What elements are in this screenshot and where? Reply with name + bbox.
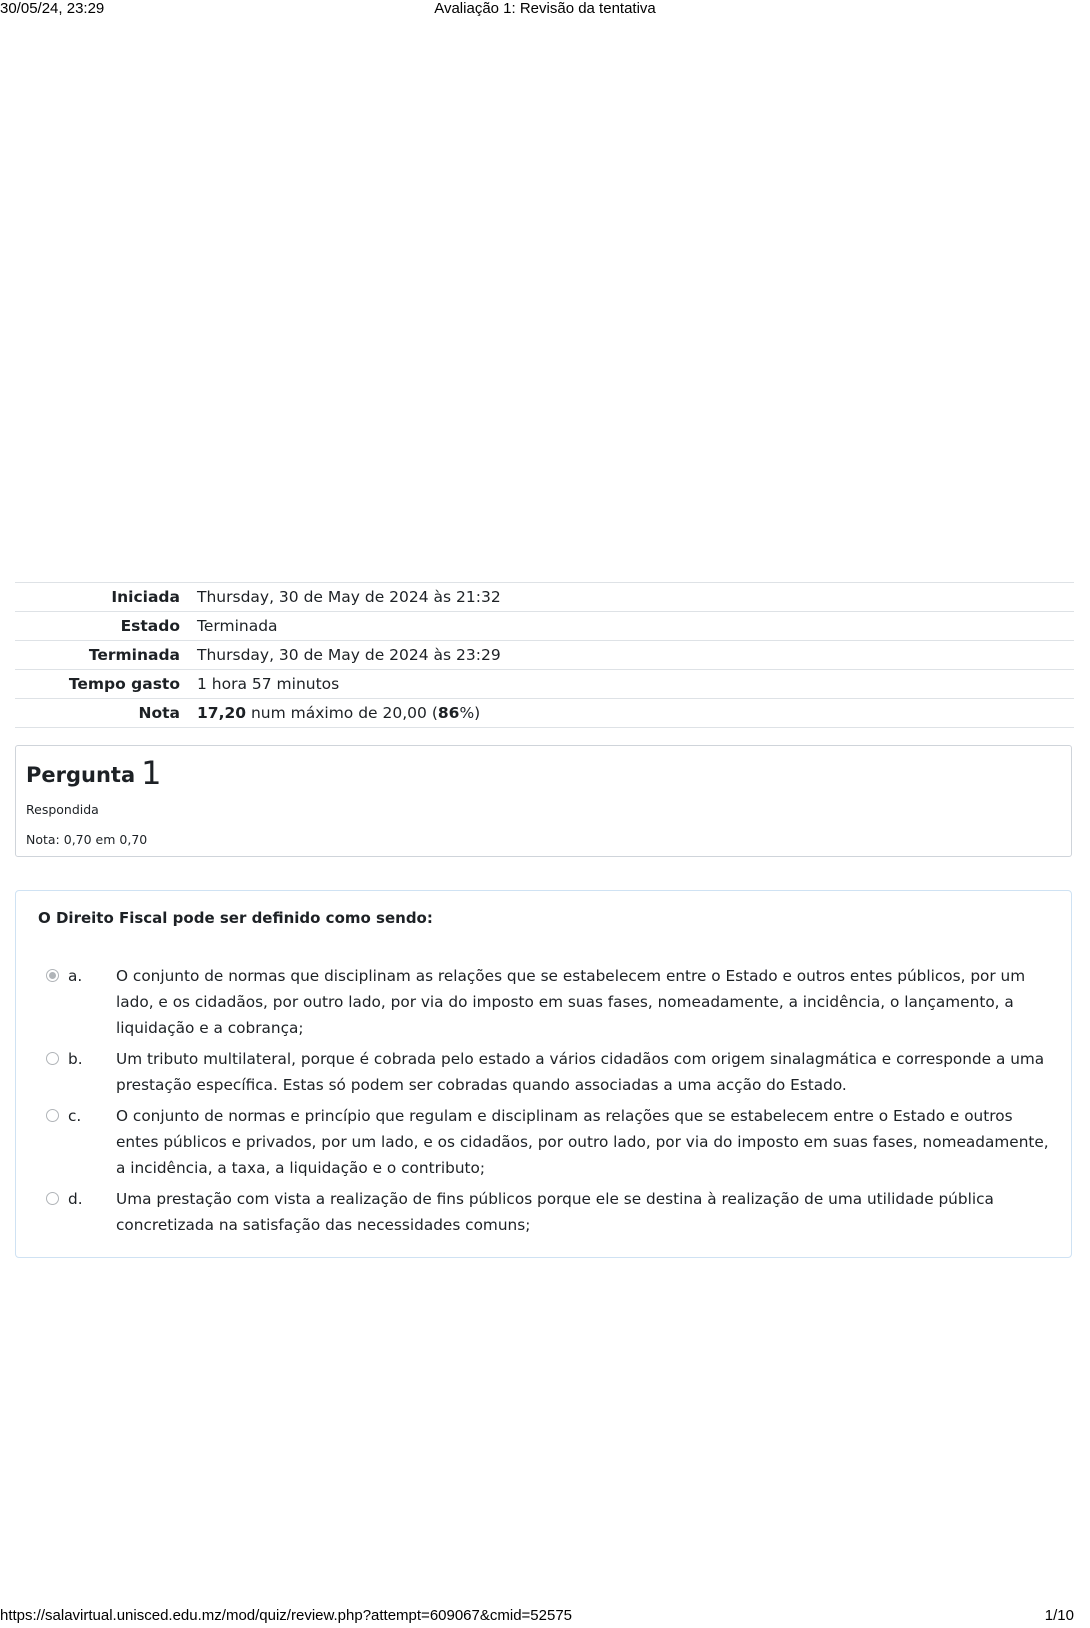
answer-text: O conjunto de normas que disciplinam as relações que se estabelecem entre o Estado e outros entes públicos, por um lado, e os cidadãos, por outro lado, por via do imposto em suas fases, nomeadamente, a incidência, o lançamento, a liquidação e a cobrança; bbox=[116, 967, 1026, 1037]
answer-text: O conjunto de normas e princípio que regulam e disciplinam as relações que se estabelecem entre o Estado e outros entes públicos e privados, por um lado, e os cidadãos, por outro lado, por via do imposto em suas fases, nomeadamente, a incidência, a taxa, a liquidação e o contributo; bbox=[116, 1107, 1049, 1177]
grade-label: Nota bbox=[138, 704, 180, 722]
grade-score: 17,20 bbox=[197, 704, 247, 722]
question-number-value: 1 bbox=[141, 754, 162, 792]
print-footer bbox=[0, 1607, 1090, 1627]
summary-row-state bbox=[15, 612, 1074, 641]
answer-letter: b. bbox=[68, 1050, 83, 1068]
print-url: https://salavirtual.unisced.edu.mz/mod/quiz/review.php?attempt=609067&cmid=52575 bbox=[0, 1607, 573, 1624]
answer-option-c[interactable] bbox=[46, 1103, 1056, 1181]
grade-end: %) bbox=[459, 704, 481, 722]
answer-option-d[interactable] bbox=[46, 1186, 1056, 1238]
print-date: 30/05/24, 23:29 bbox=[0, 0, 105, 17]
grade-value bbox=[197, 699, 1074, 728]
question-content-box bbox=[15, 890, 1072, 1258]
question-info-box bbox=[15, 745, 1072, 857]
answer-option-b[interactable] bbox=[46, 1046, 1056, 1098]
question-state: Respondida bbox=[26, 802, 99, 817]
time-taken-label: Tempo gasto bbox=[68, 675, 180, 693]
print-page-number: 1/10 bbox=[1044, 1607, 1074, 1624]
started-label: Iniciada bbox=[111, 588, 180, 606]
radio-icon[interactable] bbox=[46, 1109, 59, 1122]
answer-list bbox=[46, 963, 1056, 1243]
question-text: O Direito Fiscal pode ser definido como sendo: bbox=[38, 909, 433, 927]
radio-icon[interactable] bbox=[46, 1052, 59, 1065]
answer-letter: c. bbox=[68, 1107, 82, 1125]
answer-text: Uma prestação com vista a realização de fins públicos porque ele se destina à realização de uma utilidade pública concretizada na satisfação das necessidades comuns; bbox=[116, 1190, 994, 1234]
question-grade: Nota: 0,70 em 0,70 bbox=[26, 832, 148, 847]
completed-value: Thursday, 30 de May de 2024 às 23:29 bbox=[197, 646, 501, 664]
state-label: Estado bbox=[120, 617, 180, 635]
summary-row-started bbox=[15, 583, 1074, 612]
time-taken-value: 1 hora 57 minutos bbox=[197, 675, 340, 693]
answer-option-a[interactable] bbox=[46, 963, 1056, 1041]
question-number bbox=[26, 754, 162, 792]
answer-text: Um tributo multilateral, porque é cobrada pelo estado a vários cidadãos com origem sinalagmática e corresponde a uma prestação específica. Estas só podem ser cobradas quando associadas a uma acção do Estado. bbox=[116, 1050, 1045, 1094]
grade-percent: 86 bbox=[437, 704, 460, 722]
grade-middle: num máximo de 20,00 ( bbox=[246, 704, 438, 722]
radio-icon[interactable] bbox=[46, 1192, 59, 1205]
summary-row-time bbox=[15, 670, 1074, 699]
completed-label: Terminada bbox=[88, 646, 180, 664]
question-label: Pergunta bbox=[26, 763, 136, 787]
summary-row-grade bbox=[15, 699, 1074, 728]
started-value: Thursday, 30 de May de 2024 às 21:32 bbox=[197, 588, 501, 606]
attempt-summary-table bbox=[15, 582, 1074, 728]
answer-letter: d. bbox=[68, 1190, 83, 1208]
print-header bbox=[0, 0, 1090, 20]
answer-letter: a. bbox=[68, 967, 83, 985]
radio-selected-icon[interactable] bbox=[46, 969, 59, 982]
summary-row-completed bbox=[15, 641, 1074, 670]
state-value: Terminada bbox=[197, 617, 278, 635]
print-page-title: Avaliação 1: Revisão da tentativa bbox=[434, 0, 656, 17]
